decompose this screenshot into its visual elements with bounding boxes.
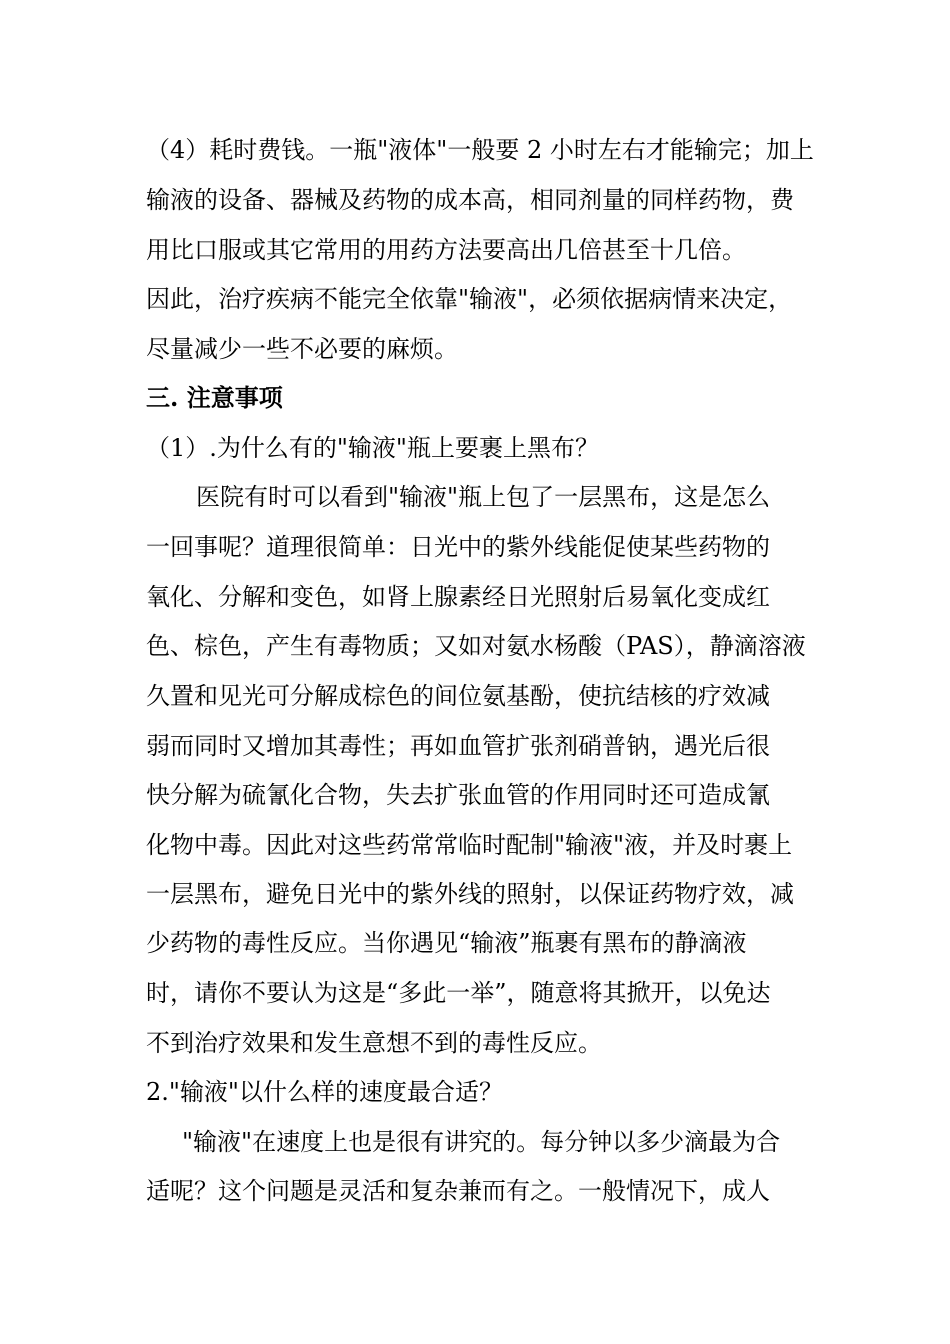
paragraph-line: 输液的设备、器械及药物的成本高，相同剂量的同样药物，费 (146, 186, 794, 214)
paragraph-line: 时，请你不要认为这是“多此一举”，随意将其掀开，以免达 (146, 979, 771, 1007)
paragraph-line: 氧化、分解和变色，如肾上腺素经日光照射后易氧化变成红 (146, 583, 770, 611)
subheading: 2."输液"以什么样的速度最合适？ (146, 1078, 503, 1106)
paragraph-line: 少药物的毒性反应。当你遇见“输液”瓶裹有黑布的静滴液 (146, 929, 747, 957)
paragraph-line: 一层黑布，避免日光中的紫外线的照射，以保证药物疗效，减 (146, 880, 794, 908)
paragraph-line: 因此，治疗疾病不能完全依靠"输液"，必须依据病情来决定， (146, 285, 793, 313)
paragraph-line: "输液"在速度上也是很有讲究的。每分钟以多少滴最为合 (182, 1128, 781, 1156)
paragraph-line: 适呢？这个问题是灵活和复杂兼而有之。一般情况下，成人 (146, 1177, 770, 1205)
paragraph-line: 一回事呢？道理很简单：日光中的紫外线能促使某些药物的 (146, 533, 770, 561)
paragraph-line: 化物中毒。因此对这些药常常临时配制"输液"液，并及时裹上 (146, 831, 793, 859)
paragraph-line: 色、棕色，产生有毒物质；又如对氨水杨酸（PAS），静滴溶液 (146, 632, 806, 660)
paragraph-line: （4）耗时费钱。一瓶"液体"一般要 2 小时左右才能输完；加上 (146, 136, 814, 164)
paragraph-line: 久置和见光可分解成棕色的间位氨基酚，使抗结核的疗效减 (146, 682, 770, 710)
paragraph-line: 弱而同时又增加其毒性；再如血管扩张剂硝普钠，遇光后很 (146, 732, 770, 760)
paragraph-line: 尽量减少一些不必要的麻烦。 (146, 335, 458, 363)
section-heading: 三. 注意事项 (146, 383, 283, 412)
paragraph-line: 用比口服或其它常用的用药方法要高出几倍甚至十几倍。 (146, 236, 746, 264)
paragraph-line: 医院有时可以看到"输液"瓶上包了一层黑布，这是怎么 (196, 483, 771, 511)
subheading: （1）.为什么有的"输液"瓶上要裹上黑布？ (146, 434, 599, 462)
paragraph-line: 快分解为硫氰化合物，失去扩张血管的作用同时还可造成氰 (146, 781, 770, 809)
paragraph-line: 不到治疗效果和发生意想不到的毒性反应。 (146, 1029, 602, 1057)
